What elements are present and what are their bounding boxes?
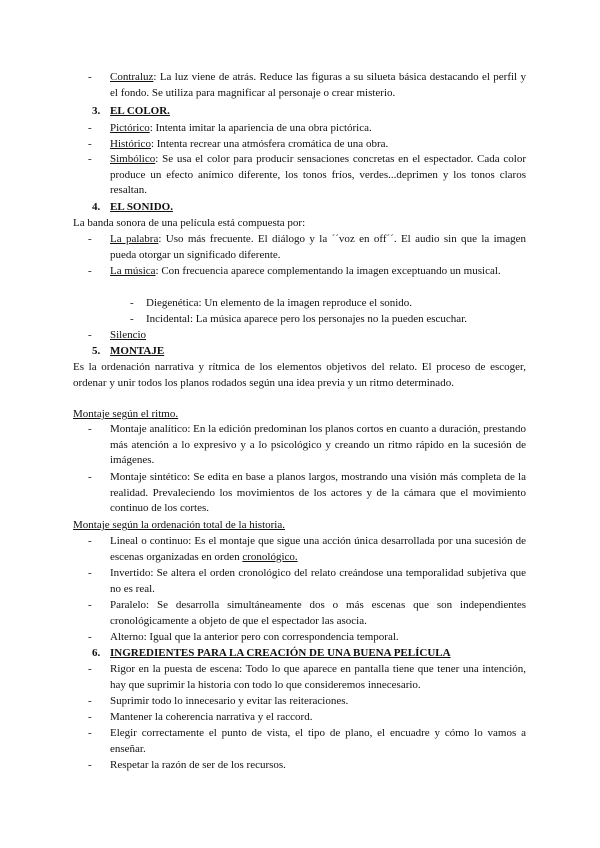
bullet-dash: - [88, 423, 92, 435]
text-recursos: Respetar la razón de ser de los recursos. [110, 759, 286, 771]
list-subitem-incidental [130, 312, 526, 328]
text-invertido: Invertido: Se altera el orden cronológico del relato creándose una temporalidad subjetiva que no es real. [110, 567, 526, 595]
section-title: EL COLOR. [110, 105, 170, 117]
bullet-dash: - [88, 471, 92, 483]
text-coherencia: Mantener la coherencia narrativa y el raccord. [110, 711, 313, 723]
section-title: MONTAJE [110, 345, 165, 357]
montaje-intro: Es la ordenación narrativa y rítmica de los elementos objetivos del relato. El proceso de escoger, ordenar y unir todos los planos rodados según una idea previa y un ritmo determinado. [73, 361, 526, 389]
section-heading-sonido [92, 200, 173, 216]
bullet-dash: - [88, 329, 92, 341]
bullet-dash: - [88, 759, 92, 771]
bullet-dash: - [88, 727, 92, 739]
list-item-historico [88, 137, 526, 153]
text-historico: : Intenta recrear una atmósfera cromática de una obra. [150, 138, 389, 150]
text-suprimir: Suprimir todo lo innecesario y evitar las reiteraciones. [110, 695, 349, 707]
text-rigor: Rigor en la puesta de escena: Todo lo que aparece en pantalla tiene que tener una intención, hay que suprimir la historia con todo lo que consideremos innecesario. [110, 663, 526, 691]
text-paralelo: Paralelo: Se desarrolla simultáneamente dos o más escenas que son independientes cronológicamente a objeto de que el espectador las asocia. [110, 599, 526, 627]
term-contraluz: Contraluz [110, 71, 154, 83]
bullet-dash: - [88, 122, 92, 134]
list-item-invertido [88, 566, 526, 597]
bullet-dash: - [88, 567, 92, 579]
list-item-musica [88, 264, 526, 280]
subheading-ritmo: Montaje según el ritmo. [73, 408, 179, 420]
subheading-ordenacion: Montaje según la ordenación total de la historia. [73, 519, 285, 531]
bullet-dash: - [88, 663, 92, 675]
term-musica: La música [110, 265, 156, 277]
bullet-dash: - [88, 71, 92, 83]
section-title: INGREDIENTES PARA LA CREACIÓN DE UNA BUENA PELÍCULA [110, 647, 451, 659]
list-item-coherencia [88, 710, 526, 726]
text-sintetico: Montaje sintético: Se edita en base a planos largos, mostrando una visión más completa de la realidad. Prevaleciendo los movimientos de los actores y de la cámara que el movimiento continuo de los cortes. [110, 471, 526, 514]
bullet-dash: - [88, 535, 92, 547]
list-item-sintetico [88, 470, 526, 517]
text-simbolico: : Se usa el color para producir sensaciones concretas en el espectador. Cada color produce un efecto anímico diferente, los tonos fríos, verdes...deprimen y los tonos claros resaltan. [110, 153, 526, 196]
text-lineal: Lineal o continuo: Es el montaje que sigue una acción única desarrollada por una sucesión de escenas organizadas en orden [110, 535, 526, 563]
text-musica: : Con frecuencia aparece complementando la imagen exceptuando un musical. [155, 265, 501, 277]
list-item-alterno [88, 630, 526, 646]
list-item-suprimir [88, 694, 526, 710]
list-item-recursos [88, 758, 526, 774]
text-analitico: Montaje analítico: En la edición predominan los planos cortos en cuanto a duración, prestando más atención a lo expresivo y a lo psicológico y creando un ritmo rápido en la sucesión de imágenes. [110, 423, 526, 466]
term-pictorico: Pictórico [110, 122, 150, 134]
term-palabra: La palabra [110, 233, 159, 245]
section-number: 3. [92, 105, 101, 117]
term-cronologico: cronológico. [242, 550, 298, 563]
term-silencio: Silencio [110, 329, 147, 341]
text-alterno: Alterno: Igual que la anterior pero con correspondencia temporal. [110, 631, 399, 643]
section-number: 4. [92, 201, 101, 213]
bullet-dash: - [130, 297, 134, 309]
bullet-dash: - [88, 695, 92, 707]
list-item-rigor [88, 662, 526, 693]
bullet-dash: - [88, 265, 92, 277]
list-item-palabra [88, 232, 526, 263]
list-item-paralelo [88, 598, 526, 629]
section-heading-ingredientes [92, 646, 451, 662]
list-item-lineal [88, 534, 526, 565]
bullet-dash: - [88, 599, 92, 611]
term-simbolico: Simbólico [110, 153, 156, 165]
list-item-punto-vista [88, 726, 526, 757]
text-contraluz: : La luz viene de atrás. Reduce las figuras a su silueta básica destacando el perfil y el fondo. Se utiliza para magnificar al personaje o crear misterio. [110, 71, 526, 99]
term-historico: Histórico [110, 138, 151, 150]
list-item-analitico [88, 422, 526, 469]
section-number: 6. [92, 647, 101, 659]
list-item-silencio [88, 328, 526, 344]
list-item-contraluz [88, 70, 526, 101]
text-diegenetica: Diegenética: Un elemento de la imagen reproduce el sonido. [146, 297, 413, 309]
list-subitem-diegenetica [130, 296, 526, 312]
bullet-dash: - [88, 631, 92, 643]
section-heading-montaje [92, 344, 164, 360]
text-punto-vista: Elegir correctamente el punto de vista, el tipo de plano, el encuadre y cómo lo vamos a enseñar. [110, 727, 526, 755]
bullet-dash: - [88, 153, 92, 165]
bullet-dash: - [88, 233, 92, 245]
sonido-intro: La banda sonora de una película está compuesta por: [73, 217, 306, 229]
bullet-dash: - [88, 711, 92, 723]
list-item-pictorico [88, 121, 526, 137]
text-palabra: : Uso más frecuente. El diálogo y la ´´voz en off´´. El audio sin que la imagen pueda otorgar un significado diferente. [110, 233, 526, 261]
text-pictorico: : Intenta imitar la apariencia de una obra pictórica. [149, 122, 372, 134]
section-number: 5. [92, 345, 101, 357]
list-item-simbolico [88, 152, 526, 199]
text-incidental: Incidental: La música aparece pero los personajes no la pueden escuchar. [146, 313, 467, 325]
bullet-dash: - [130, 313, 134, 325]
section-heading-color [92, 104, 170, 120]
bullet-dash: - [88, 138, 92, 150]
section-title: EL SONIDO. [110, 201, 173, 213]
